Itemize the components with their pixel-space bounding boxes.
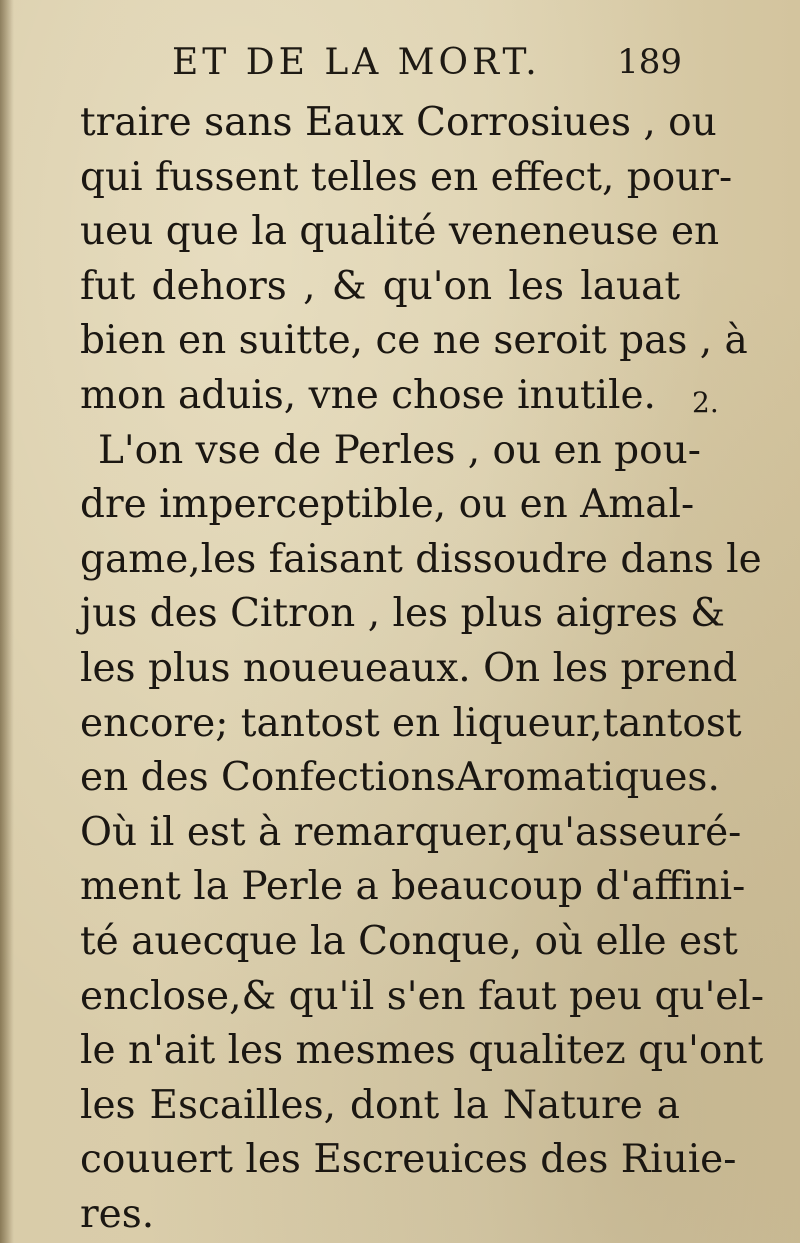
page-number: 189 <box>617 42 682 82</box>
running-head: ET DE LA MORT. <box>172 42 541 83</box>
text-line: fut dehors , & qu'on les lauat <box>80 263 680 309</box>
text-line: mon aduis, vne chose inutile. <box>80 372 656 418</box>
text-line: jus des Citron , les plus aigres & <box>80 591 725 637</box>
text-line: té auecque la Conque, où elle est <box>80 918 738 964</box>
text-line: res. <box>80 1191 155 1237</box>
page-header <box>172 42 692 92</box>
text-line: couuert les Escreuices des Riuie- <box>80 1137 737 1183</box>
text-line: bien en suitte, ce ne seroit pas , à <box>80 318 748 364</box>
text-line: L'on vse de Perles , ou en pou- <box>98 427 701 473</box>
text-line: ment la Perle a beaucoup d'affini- <box>80 864 746 910</box>
text-line: le n'ait les mesmes qualitez qu'ont <box>80 1028 764 1074</box>
margin-note: 2. <box>692 386 719 419</box>
text-line: les Escailles, dont la Nature a <box>80 1082 680 1128</box>
text-line: ueu que la qualité veneneuse en <box>80 209 720 255</box>
text-line: game,les faisant dissoudre dans le <box>80 536 762 582</box>
text-line: les plus noueueaux. On les prend <box>80 645 738 691</box>
text-line: Où il est à remarquer,qu'asseuré- <box>80 809 742 855</box>
binding-shadow <box>0 0 14 1243</box>
text-line: en des ConfectionsAromatiques. <box>80 755 720 801</box>
body-text <box>80 96 765 1242</box>
text-line: encore; tantost en liqueur,tantost <box>80 700 742 746</box>
text-line: traire sans Eaux Corrosiues , ou <box>80 100 717 145</box>
text-line: qui fussent telles en effect, pour- <box>80 154 733 200</box>
text-line: dre imperceptible, ou en Amal- <box>80 482 695 528</box>
text-line: enclose,& qu'il s'en faut peu qu'el- <box>80 973 765 1019</box>
